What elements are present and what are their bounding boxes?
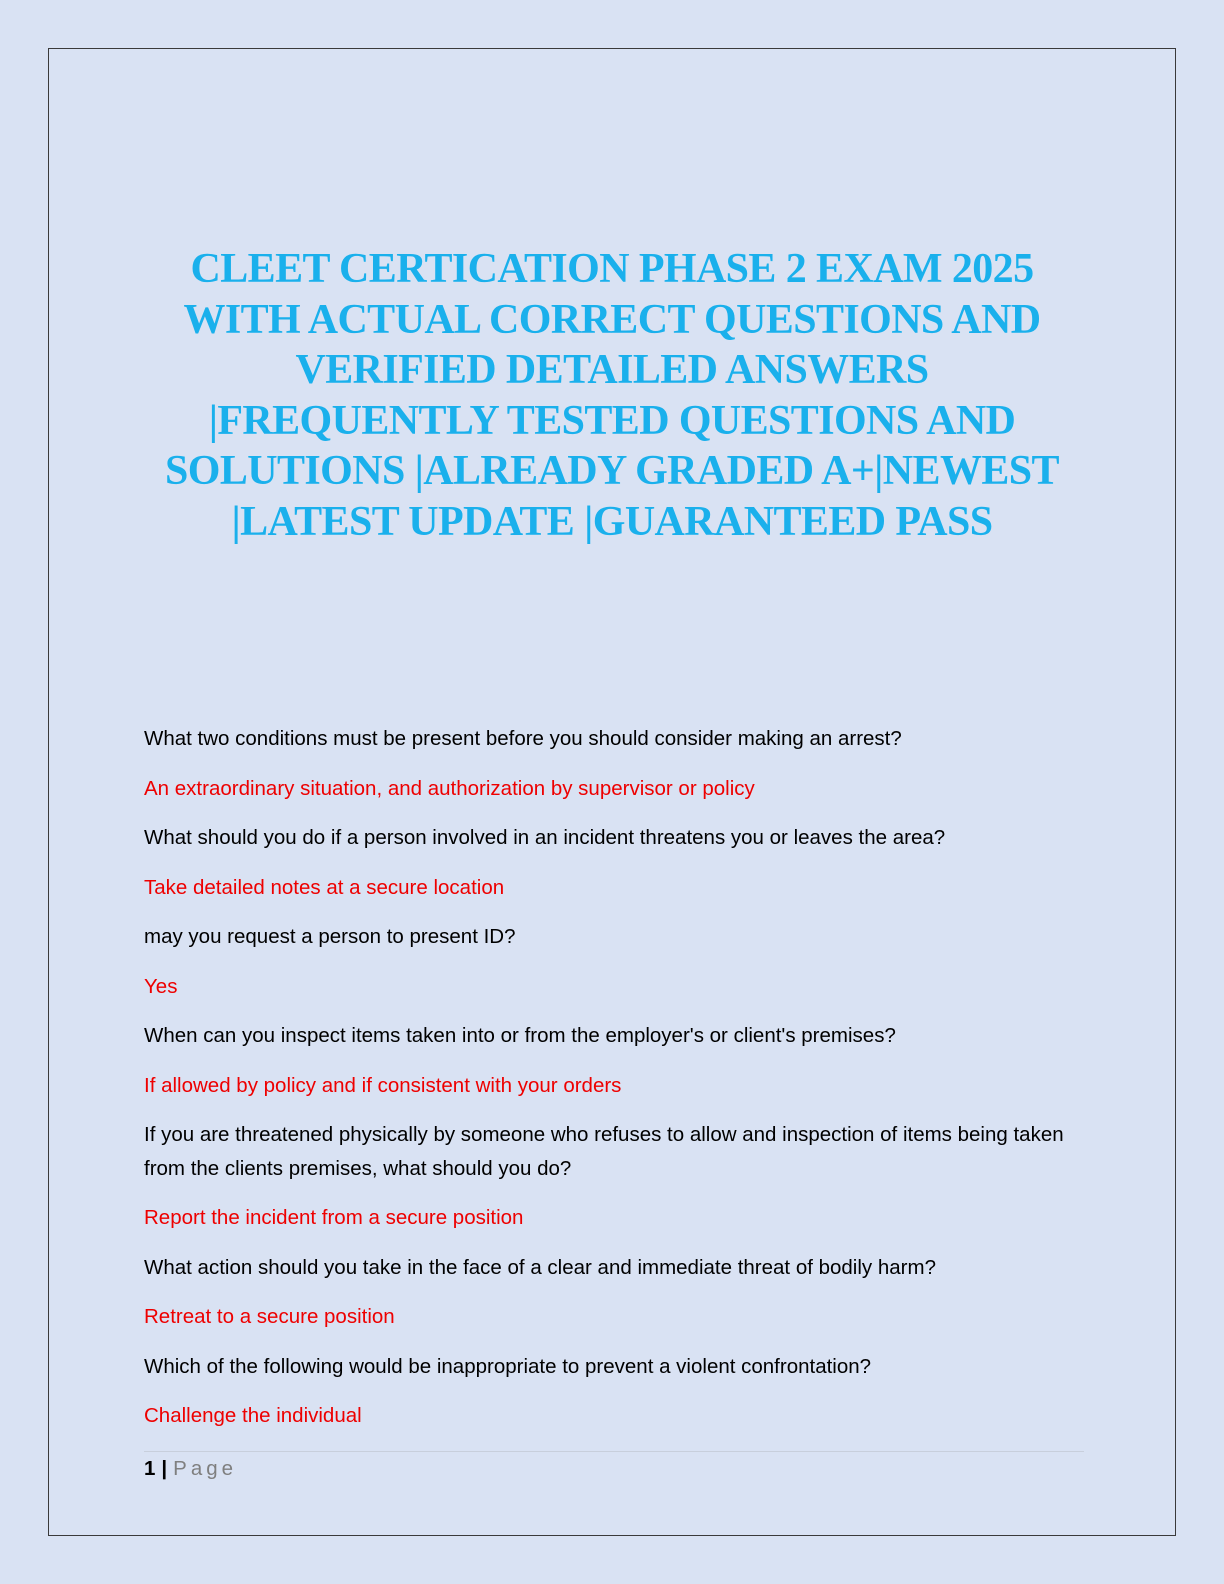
page-label: Page — [173, 1457, 238, 1480]
question-3: may you request a person to present ID? — [144, 925, 516, 948]
question-6: What action should you take in the face of a clear and immediate threat of bodily harm? — [144, 1255, 936, 1279]
answer-5: Report the incident from a secure position — [144, 1206, 524, 1229]
footer-divider — [144, 1451, 1084, 1452]
answer-6: Retreat to a secure position — [144, 1305, 395, 1328]
question-7: Which of the following would be inappropriate to prevent a violent confrontation? — [144, 1354, 872, 1378]
answer-7: Challenge the individual — [144, 1404, 362, 1427]
qa-list — [144, 722, 1084, 1449]
title-line-2: WITH ACTUAL CORRECT QUESTIONS AND — [183, 296, 1041, 343]
title-line-5: SOLUTIONS |ALREADY GRADED A+|NEWEST — [165, 448, 1059, 494]
page-number: 1 — [144, 1457, 156, 1480]
footer-separator: | — [161, 1457, 168, 1480]
question-2: What should you do if a person involved in an incident threatens you or leaves the area? — [144, 826, 946, 849]
title-line-1: CLEET CERTICATION PHASE 2 EXAM 2025 — [190, 246, 1034, 292]
title-line-6: |LATEST UPDATE |GUARANTEED PASS — [231, 498, 993, 545]
answer-1: An extraordinary situation, and authorization by supervisor or policy — [144, 776, 755, 800]
answer-2: Take detailed notes at a secure location — [144, 875, 505, 899]
title-line-3: VERIFIED DETAILED ANSWERS — [295, 347, 929, 393]
document-title — [130, 244, 1094, 547]
answer-4: If allowed by policy and if consistent with your orders — [144, 1073, 622, 1097]
title-line-4: |FREQUENTLY TESTED QUESTIONS AND — [208, 397, 1016, 444]
page-footer — [144, 1454, 237, 1484]
answer-3: Yes — [144, 974, 178, 998]
question-5: If you are threatened physically by someone who refuses to allow and inspection of items being taken from the clients premises, what should you do? — [144, 1123, 1064, 1180]
question-4: When can you inspect items taken into or from the employer's or client's premises? — [144, 1024, 896, 1047]
question-1: What two conditions must be present before you should consider making an arrest? — [144, 727, 902, 750]
